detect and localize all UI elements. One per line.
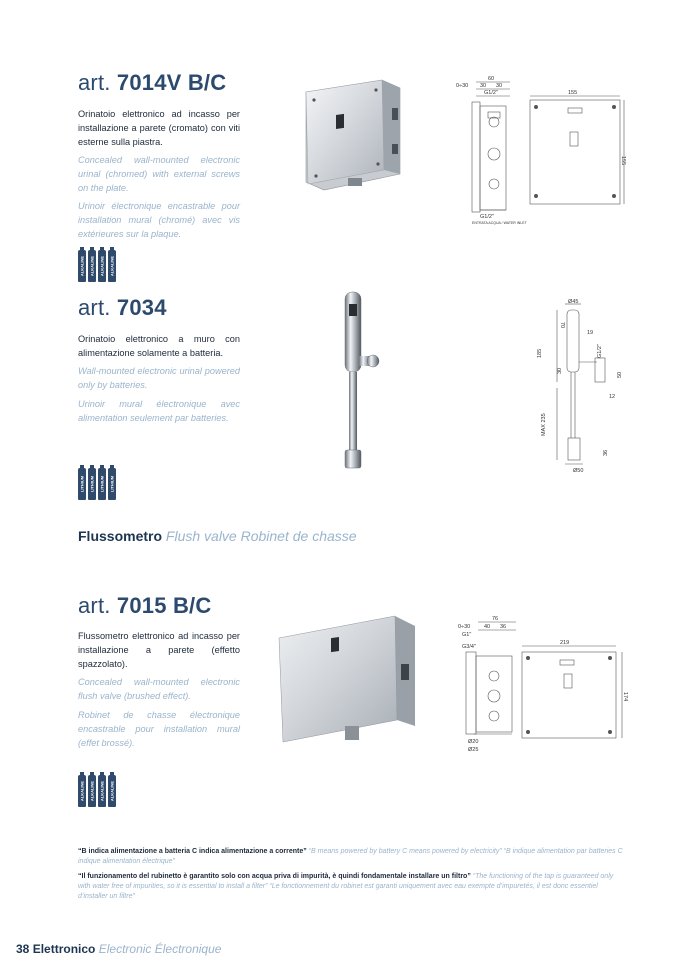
product-1-drawing	[450, 72, 625, 232]
battery-icon: LITHIUM	[108, 468, 116, 500]
battery-icon: ALKALINE	[108, 775, 116, 807]
dim-label: G1/2"	[480, 214, 494, 220]
dim-label: 174	[622, 692, 628, 702]
product-1-desc-fr: Urinoir électronique encastrable pour installation mural (chromé) avec vis extérieures sur la plaque.	[78, 201, 240, 239]
battery-icon: ALKALINE	[98, 775, 106, 807]
title-code: 7014V B/C	[116, 70, 227, 95]
dim-label: 19	[587, 330, 594, 336]
battery-icon: LITHIUM	[88, 468, 96, 500]
dim-label: G1/2"	[597, 344, 603, 358]
footer-category: Elettronico	[32, 942, 96, 956]
dim-label: 70	[559, 322, 565, 329]
product-2-photo	[335, 288, 385, 473]
dim-label: 76	[492, 616, 499, 622]
product-1-desc-en: Concealed wall-mounted electronic urinal (chromed) with external screws on the plate.	[78, 155, 240, 193]
title-prefix: art.	[78, 295, 111, 320]
battery-icon: LITHIUM	[98, 468, 106, 500]
battery-icons	[78, 468, 116, 500]
dim-label: 155	[620, 156, 626, 166]
battery-icon: ALKALINE	[78, 250, 86, 282]
battery-icon: ALKALINE	[88, 250, 96, 282]
dim-label: 185	[537, 348, 543, 358]
dim-label: 12	[609, 394, 616, 400]
dim-label: G3/4"	[462, 644, 476, 650]
section-heading-translation: Flush valve Robinet de chasse	[165, 528, 357, 544]
product-2-drawing	[535, 298, 635, 473]
section-heading-it: Flussometro	[78, 528, 163, 544]
dim-label: 0÷30	[458, 624, 471, 630]
footer-category-translation: Electronic Électronique	[98, 942, 222, 956]
dim-label: Ø20	[468, 739, 479, 745]
dim-label: 36	[603, 449, 609, 456]
battery-icons	[78, 775, 116, 807]
dim-label: G1"	[462, 632, 472, 638]
dim-label: MAX 235	[541, 413, 547, 436]
dim-label: 30	[480, 83, 487, 89]
footnote-filter: “Il funzionamento del rubinetto è garantito solo con acqua priva di impurità, è quindi fondamentale installare un filtro” “The functioning of the tap is guaranteed only with water free of impurities, so it is essential to install a filter” “Le fonctionnement du robinet est garanti uniquement avec eau exempte d’impuretés, il est donc essentiel d’installer un filtre”	[78, 873, 614, 900]
dim-label: Ø25	[468, 747, 479, 753]
product-3-desc-it: Flussometro elettronico ad incasso per installazione a parete (effetto spazzolato).	[78, 631, 240, 669]
dim-label: ENTRATA ACQUA / WATER INLET	[472, 221, 527, 225]
battery-icons	[78, 250, 116, 282]
product-3-desc-en: Concealed wall-mounted electronic flush valve (brushed effect).	[78, 677, 240, 701]
section-heading	[78, 528, 357, 544]
battery-icon: ALKALINE	[88, 775, 96, 807]
sensor-window	[331, 637, 339, 652]
product-3-title	[78, 593, 211, 619]
battery-icon: ALKALINE	[78, 775, 86, 807]
footnote-power: “B indica alimentazione a batteria C indica alimentazione a corrente” “B means powered by battery C means powered by electricity” “B indique alimentation par batteries C indique alimentation électrique”	[78, 848, 623, 865]
page-number: 38	[16, 942, 30, 956]
sensor-window	[349, 304, 357, 316]
title-prefix: art.	[78, 70, 111, 95]
battery-icon: LITHIUM	[78, 468, 86, 500]
product-2-desc-fr: Urinoir mural électronique avec alimentation seulement par batteries.	[78, 399, 240, 423]
dim-label: 30	[496, 83, 503, 89]
sensor-window	[336, 114, 344, 129]
title-code: 7015 B/C	[116, 593, 212, 618]
dim-label: 50	[617, 371, 623, 378]
battery-icon: ALKALINE	[108, 250, 116, 282]
title-code: 7034	[116, 295, 167, 320]
product-3-desc-fr: Robinet de chasse électronique encastrable pour installation mural (effet brossé).	[78, 710, 240, 748]
dim-label: Ø50	[573, 468, 584, 474]
battery-icon: ALKALINE	[98, 250, 106, 282]
product-2-desc-en: Wall-mounted electronic urinal powered only by batteries.	[78, 366, 240, 390]
product-1-desc-it: Orinatoio elettronico ad incasso per installazione a parete (cromato) con viti esterne sulla piastra.	[78, 109, 240, 147]
dim-label: 40	[484, 624, 491, 630]
product-2-desc-it: Orinatoio elettronico a muro con alimentazione solamente a batteria.	[78, 334, 240, 358]
product-3-photo	[275, 608, 420, 748]
dim-label: 60	[488, 76, 495, 82]
product-1-title	[78, 70, 226, 96]
product-2-title	[78, 295, 167, 321]
title-prefix: art.	[78, 593, 111, 618]
dim-label: 155	[568, 90, 578, 96]
dim-label: G1/2"	[484, 90, 498, 96]
product-3-drawing	[452, 612, 632, 754]
dim-label: 0÷30	[456, 83, 469, 89]
dim-label: 30	[557, 367, 563, 374]
dim-label: 219	[560, 640, 570, 646]
page-footer	[16, 942, 221, 956]
dim-label: 36	[500, 624, 507, 630]
dim-label: Ø45	[568, 299, 579, 305]
product-1-photo	[300, 78, 410, 193]
